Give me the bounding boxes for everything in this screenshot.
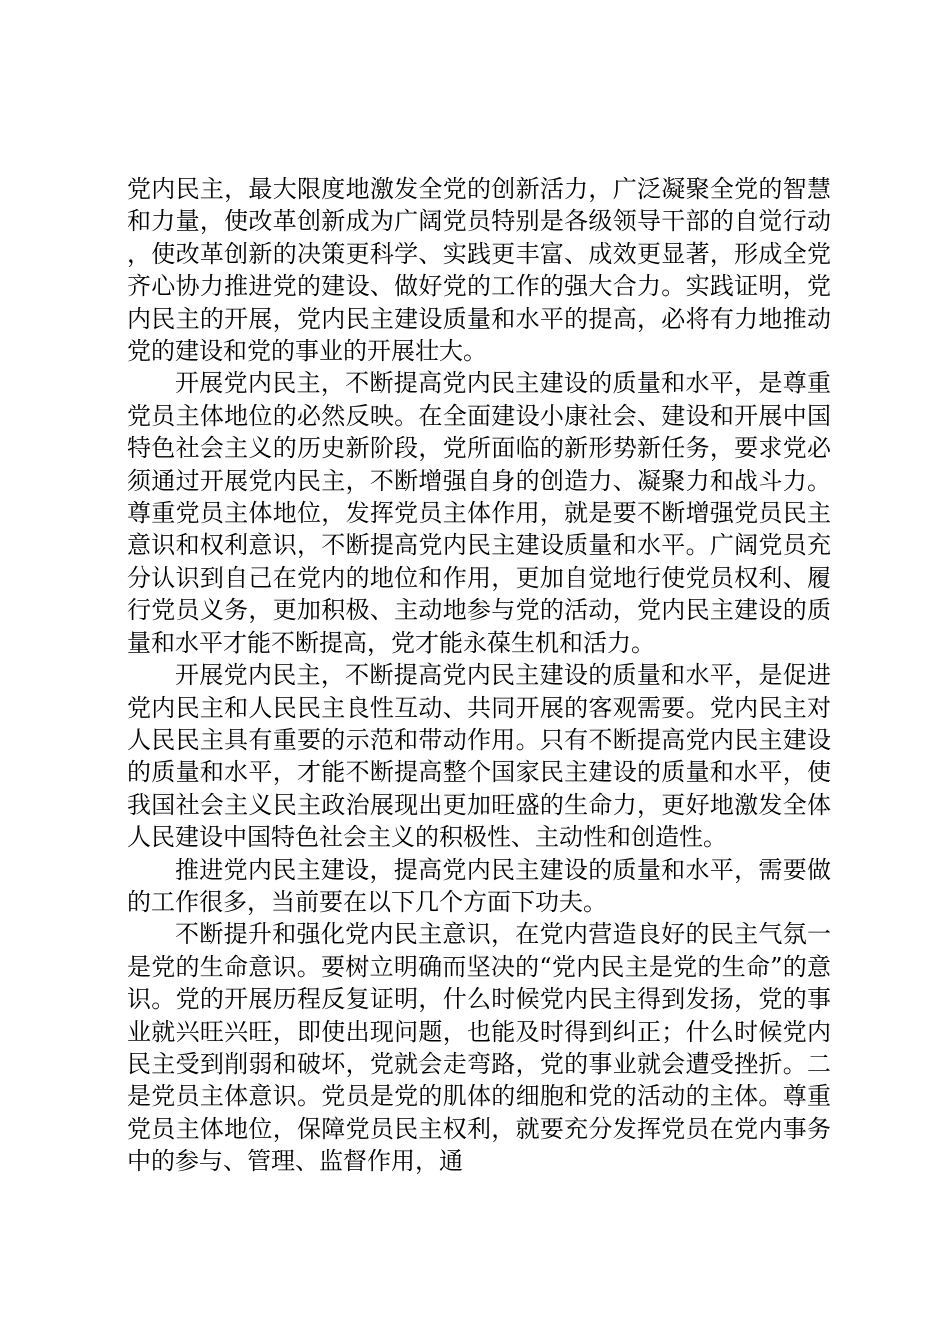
paragraph-3: 开展党内民主，不断提高党内民主建设的质量和水平，是促进党内民主和人民民主良性互动、共同开展的客观需要。党内民主对人民民主具有重要的示范和带动作用。只有不断提高党内民主建设的质量和水平，才能不断提高整个国家民主建设的质量和水平，使我国社会主义民主政治展现出更加旺盛的生命力，更好地激发全体人民建设中国特色社会主义的积极性、主动性和创造性。 bbox=[127, 661, 831, 852]
paragraph-1: 党内民主，最大限度地激发全党的创新活力，广泛凝聚全党的智慧和力量，使改革创新成为广阔党员特别是各级领导干部的自觉行动，使改革创新的决策更科学、实践更丰富、成效更显著，形成全党齐心协力推进党的建设、做好党的工作的强大合力。实践证明，党内民主的开展，党内民主建设质量和水平的提高，必将有力地推动党的建设和党的事业的开展壮大。 bbox=[127, 175, 831, 366]
paragraph-5: 不断提升和强化党内民主意识，在党内营造良好的民主气氛一是党的生命意识。要树立明确而坚决的“党内民主是党的生命”的意识。党的开展历程反复证明，什么时候党内民主得到发扬，党的事业就兴旺兴旺，即使出现问题，也能及时得到纠正；什么时候党内民主受到削弱和破坏，党就会走弯路，党的事业就会遭受挫折。二是党员主体意识。党员是党的肌体的细胞和党的活动的主体。尊重党员主体地位，保障党员民主权利，就要充分发挥党员在党内事务中的参与、管理、监督作用，通 bbox=[127, 920, 831, 1176]
paragraph-4: 推进党内民主建设，提高党内民主建设的质量和水平，需要做的工作很多，当前要在以下几个方面下功夫。 bbox=[127, 855, 831, 916]
paragraph-2: 开展党内民主，不断提高党内民主建设的质量和水平，是尊重党员主体地位的必然反映。在全面建设小康社会、建设和开展中国特色社会主义的历史新阶段，党所面临的新形势新任务，要求党必须通过开展党内民主，不断增强自身的创造力、凝聚力和战斗力。尊重党员主体地位，发挥党员主体作用，就是要不断增强党员民主意识和权利意识，不断提高党内民主建设质量和水平。广阔党员充分认识到自己在党内的地位和作用，更加自觉地行使党员权利、履行党员义务，更加积极、主动地参与党的活动，党内民主建设的质量和水平才能不断提高，党才能永葆生机和活力。 bbox=[127, 369, 831, 657]
document-page bbox=[127, 173, 831, 1178]
